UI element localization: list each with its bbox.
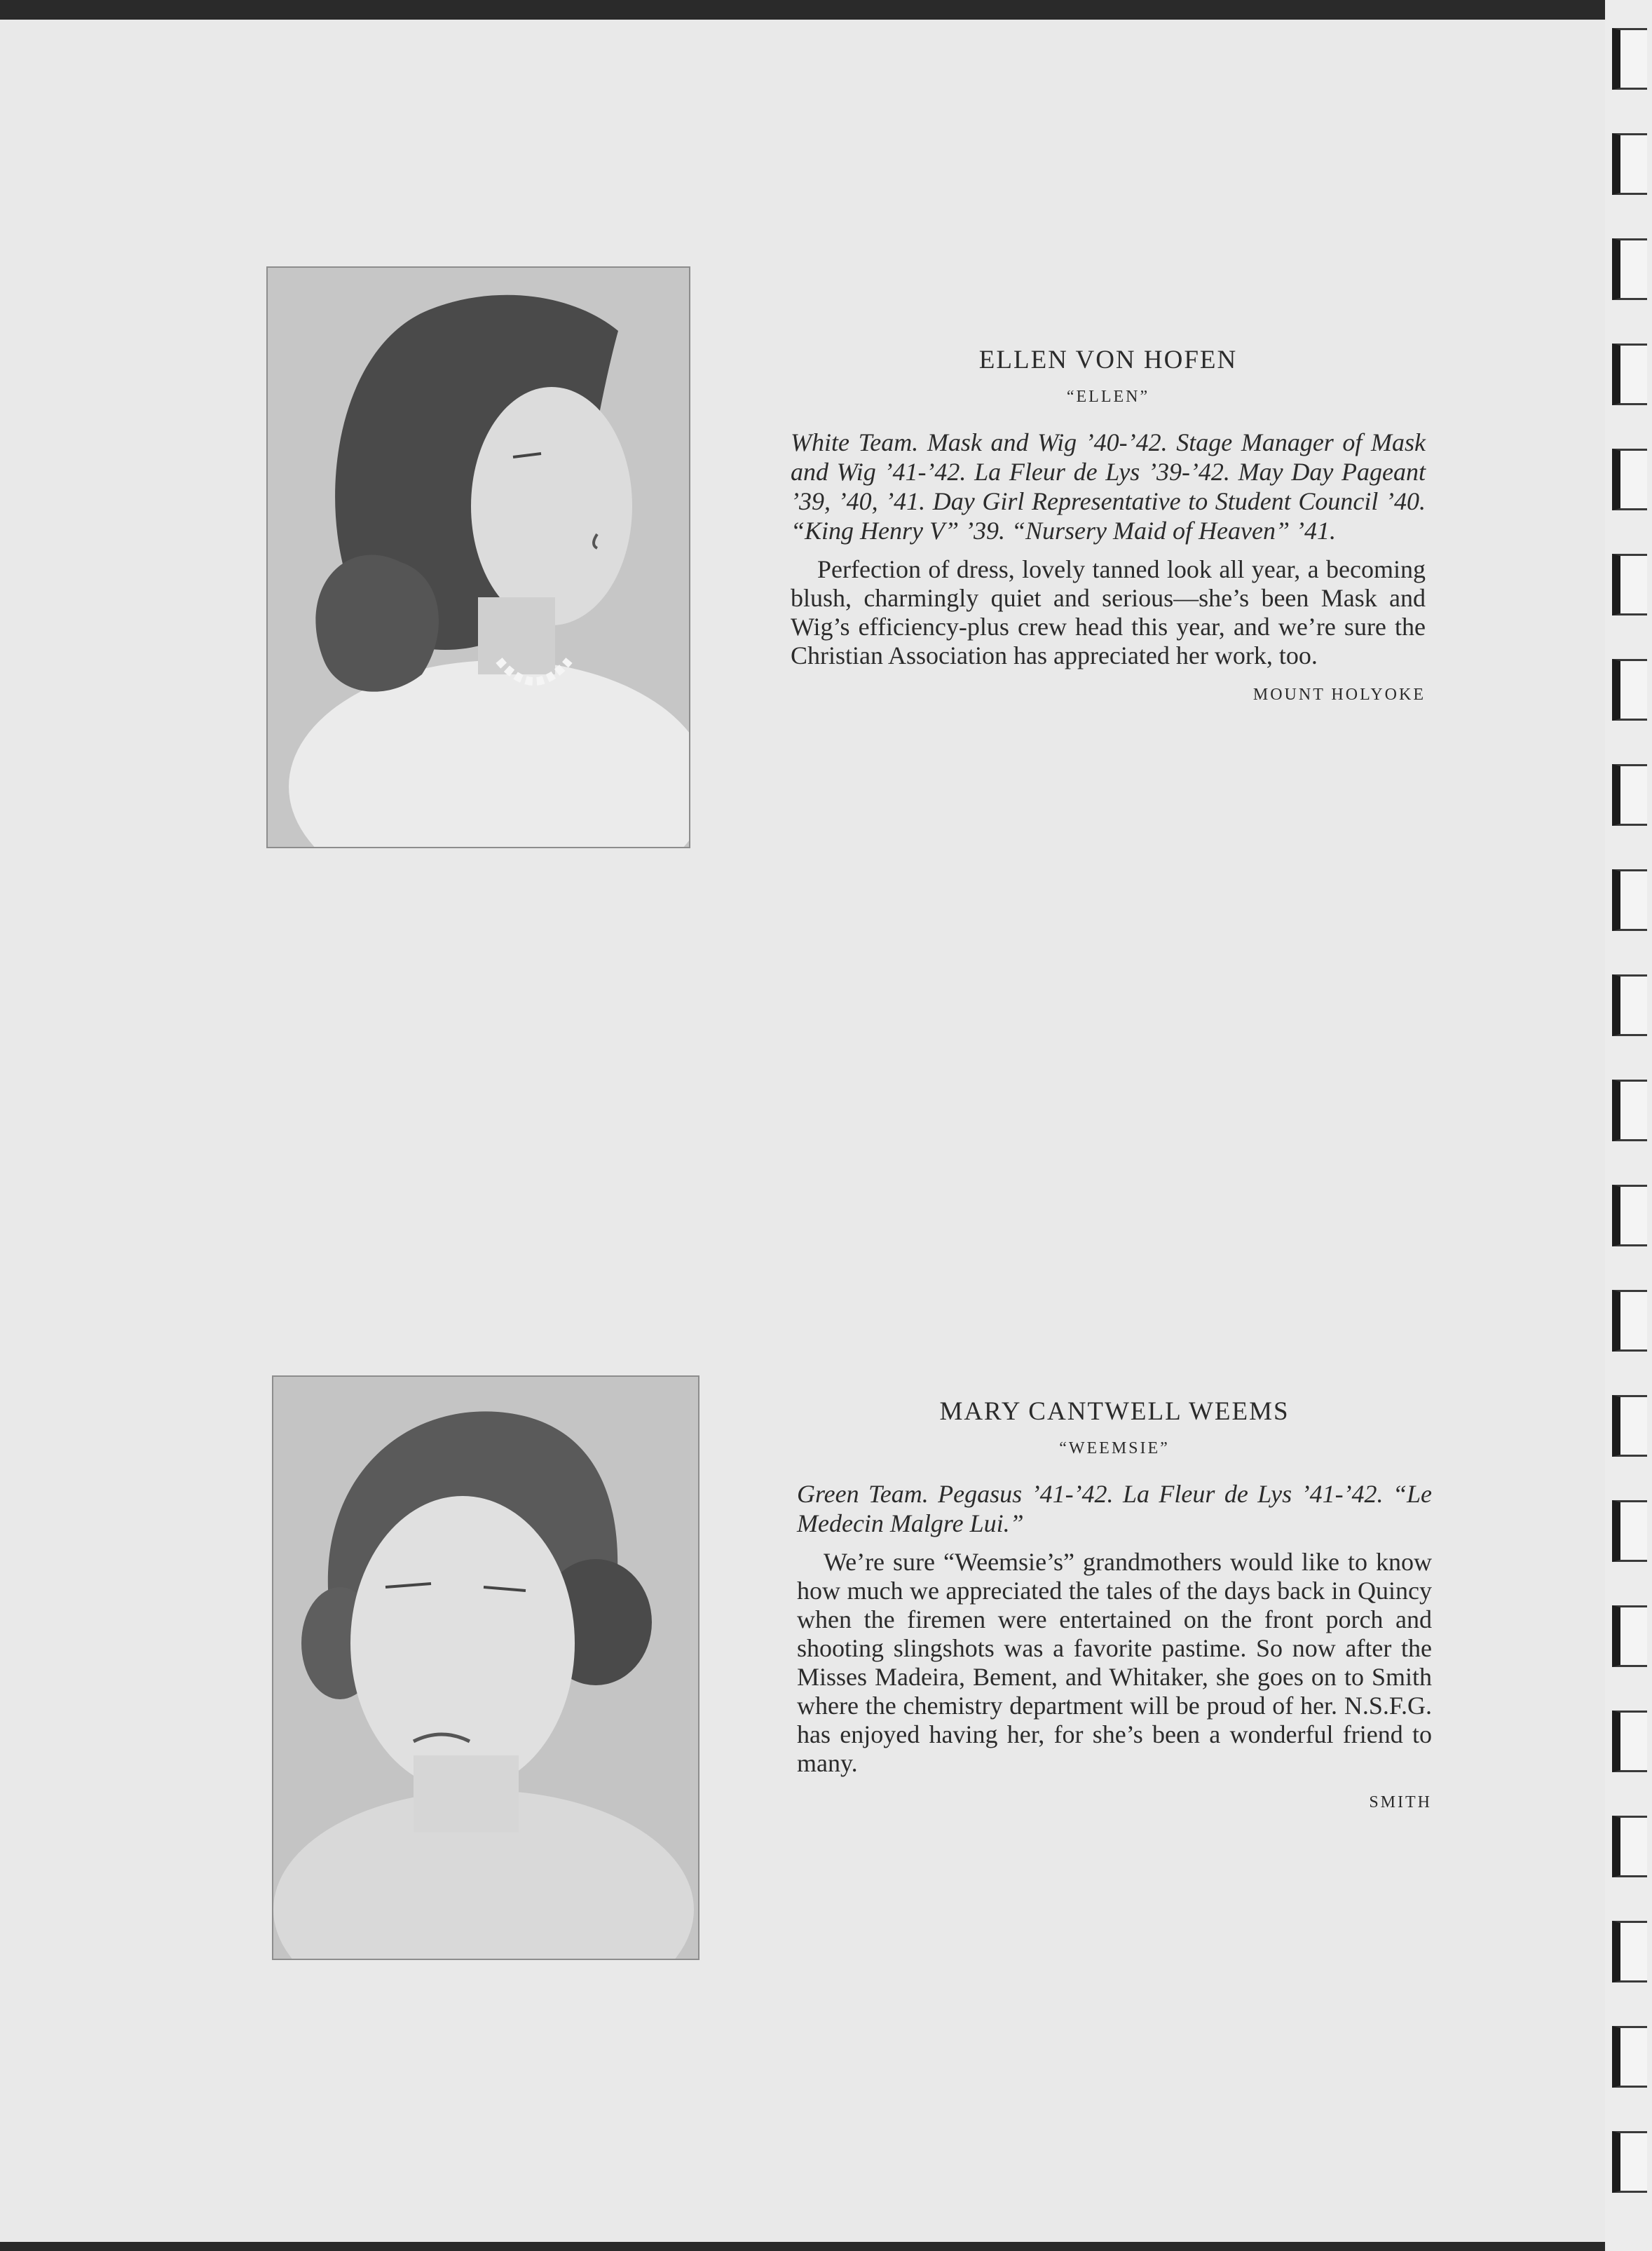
binding-ring [1612, 133, 1647, 195]
binding-ring [1612, 554, 1647, 616]
binding-ring [1612, 1395, 1647, 1457]
binding-ring [1612, 659, 1647, 721]
binding-ring [1612, 449, 1647, 510]
student-description: Perfection of dress, lovely tanned look all year, a becoming blush, charmingly quiet and serious—she’s been Mask and Wig’s efficiency-plus crew head this year, and we’re sure the Christian Association has appreciated her work, too. [791, 555, 1426, 669]
student-entry [797, 1396, 1432, 1812]
student-description: We’re sure “Weemsie’s” grandmothers would like to know how much we appreciated the tales of the days back in Quincy when the firemen were entertained on the front porch and shooting slingshots was a favorite pastime. So now after the Misses Madeira, Bement, and Whitaker, she goes on to Smith where the chemistry department will be proud of her. N.S.F.G. has enjoyed having her, for she’s been a wonderful friend to many. [797, 1548, 1432, 1777]
spiral-binding [1605, 0, 1652, 2251]
portrait-illustration [273, 1377, 698, 1959]
binding-ring [1612, 2131, 1647, 2193]
binding-ring [1612, 1080, 1647, 1141]
binding-ring [1612, 1711, 1647, 1772]
student-name: ELLEN VON HOFEN [978, 346, 1238, 374]
binding-ring [1612, 764, 1647, 826]
student-entry [791, 345, 1426, 705]
binding-ring [1612, 28, 1647, 90]
binding-ring [1612, 1500, 1647, 1562]
portrait-illustration [268, 268, 689, 847]
binding-ring [1612, 1290, 1647, 1352]
binding-ring [1612, 238, 1647, 300]
student-college: MOUNT HOLYOKE [1252, 686, 1426, 704]
student-nickname: “ELLEN” [1066, 388, 1150, 406]
binding-ring [1612, 2026, 1647, 2088]
student-name: MARY CANTWELL WEEMS [939, 1397, 1290, 1426]
binding-ring [1612, 869, 1647, 931]
portrait-photo [266, 266, 690, 848]
binding-ring [1612, 344, 1647, 405]
student-college: SMITH [1369, 1793, 1432, 1811]
student-activities: White Team. Mask and Wig ’40-’42. Stage Manager of Mask and Wig ’41-’42. La Fleur de Lys ’39-’42. May Day Pageant ’39, ’40, ’41. Day Girl Representative to Student Council ’40. “King Henry V” ’39. “Nursery Maid of Heaven” ’41. [791, 428, 1426, 545]
binding-ring [1612, 1921, 1647, 1983]
portrait-photo [272, 1375, 699, 1960]
binding-ring [1612, 974, 1647, 1036]
binding-ring [1612, 1605, 1647, 1667]
student-nickname: “WEEMSIE” [1059, 1439, 1170, 1457]
student-activities: Green Team. Pegasus ’41-’42. La Fleur de Lys ’41-’42. “Le Medecin Malgre Lui.” [797, 1480, 1432, 1537]
binding-ring [1612, 1816, 1647, 1877]
binding-ring [1612, 1185, 1647, 1246]
